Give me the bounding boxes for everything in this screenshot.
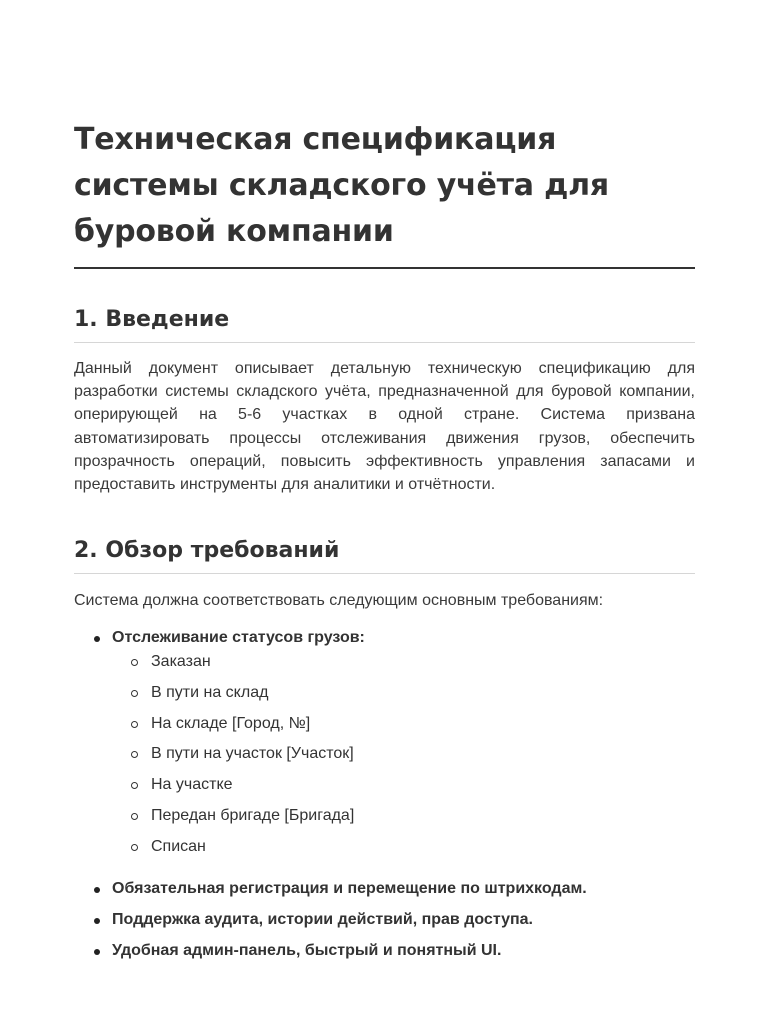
requirement-label: Поддержка аудита, истории действий, прав доступа. xyxy=(112,911,533,929)
status-list xyxy=(112,650,695,870)
requirement-item-barcodes xyxy=(74,877,695,901)
status-item: В пути на участок [Участок] xyxy=(112,742,695,766)
requirements-intro-text: Система должна соответствовать следующим основным требованиям: xyxy=(74,592,604,610)
status-item: На участке xyxy=(112,773,695,797)
introduction-paragraph: Данный документ описывает детальную техническую спецификацию для разработки системы складского учёта, предназначенной для буровой компании, оперирующей на 5-6 участках в одной стране. Система призвана автоматизировать процессы отслеживания движения грузов, обеспечить прозрачность операций, повысить эффективность управления запасами и предоставить инструменты для аналитики и отчётности. xyxy=(74,360,695,494)
requirement-label: Обязательная регистрация и перемещение по штрихкодам. xyxy=(112,880,587,898)
status-item: На складе [Город, №] xyxy=(112,712,695,736)
status-item: Передан бригаде [Бригада] xyxy=(112,804,695,828)
section-requirements xyxy=(74,536,695,963)
requirements-list xyxy=(74,626,695,963)
status-item: Заказан xyxy=(112,650,695,674)
requirement-item-audit xyxy=(74,908,695,932)
document-title: Техническая спецификация системы складского учёта для буровой компании xyxy=(74,0,695,269)
section-heading-requirements: 2. Обзор требований xyxy=(74,536,695,574)
requirement-label: Удобная админ-панель, быстрый и понятный UI. xyxy=(112,942,502,960)
requirement-label: Отслеживание статусов грузов: xyxy=(112,629,365,647)
section-introduction xyxy=(74,305,695,496)
section-heading-introduction: 1. Введение xyxy=(74,305,695,343)
requirement-item-admin-panel xyxy=(74,939,695,963)
status-item: Списан xyxy=(112,835,695,859)
requirement-item-status-tracking xyxy=(74,626,695,870)
status-item: В пути на склад xyxy=(112,681,695,705)
